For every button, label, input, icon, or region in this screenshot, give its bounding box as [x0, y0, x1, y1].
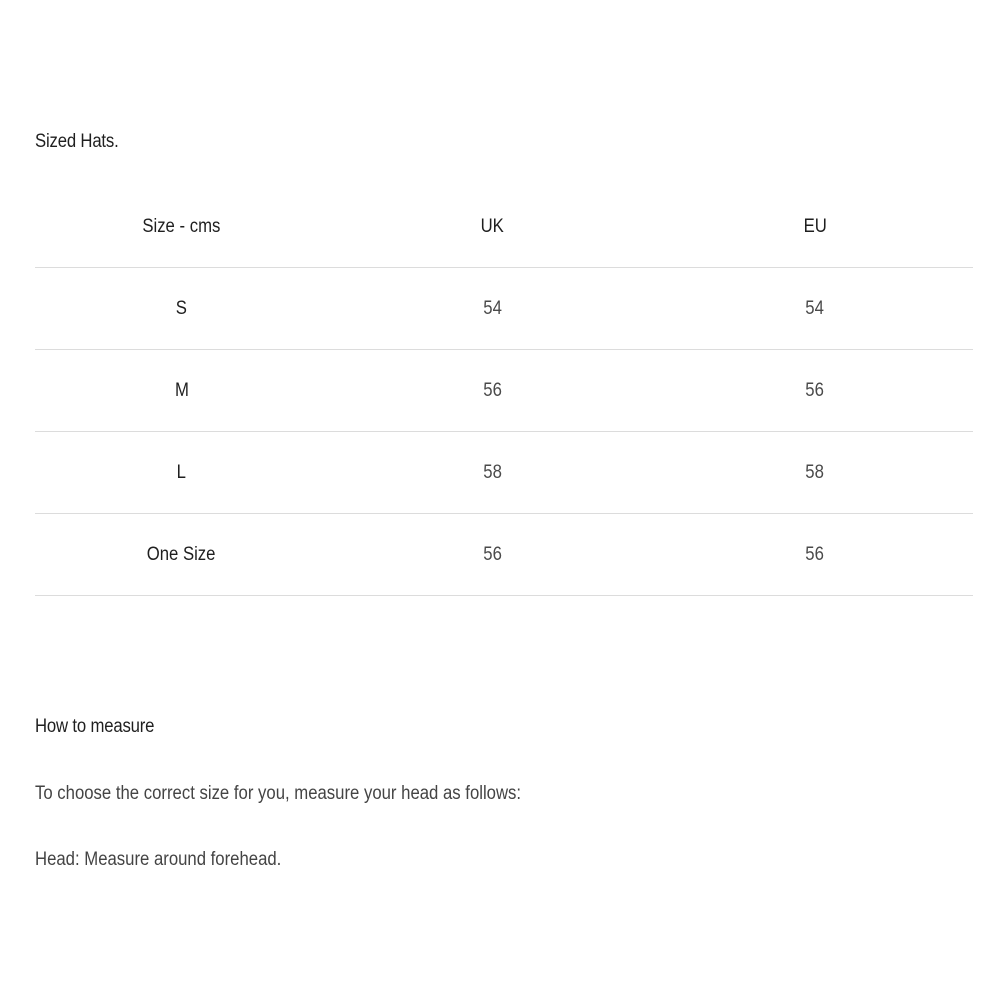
table-row	[35, 268, 973, 350]
column-header-size: Size - cms	[35, 186, 328, 268]
uk-cell: 56	[328, 514, 657, 596]
column-header-uk: UK	[328, 186, 657, 268]
size-cell: L	[35, 432, 328, 514]
eu-cell: 56	[657, 350, 973, 432]
uk-cell: 56	[328, 350, 657, 432]
measure-intro-text: To choose the correct size for you, measure your head as follows:	[35, 783, 522, 804]
sized-hats-title: Sized Hats.	[35, 131, 119, 152]
size-cell: S	[35, 268, 328, 350]
table-row	[35, 350, 973, 432]
table-row	[35, 514, 973, 596]
uk-cell: 54	[328, 268, 657, 350]
size-cell: M	[35, 350, 328, 432]
size-cell: One Size	[35, 514, 328, 596]
how-to-measure-title: How to measure	[35, 716, 155, 737]
table-row	[35, 432, 973, 514]
eu-cell: 54	[657, 268, 973, 350]
column-header-eu: EU	[657, 186, 973, 268]
eu-cell: 58	[657, 432, 973, 514]
uk-cell: 58	[328, 432, 657, 514]
size-chart-table	[35, 186, 973, 596]
head-measure-text: Head: Measure around forehead.	[35, 849, 282, 870]
table-header-row	[35, 186, 973, 268]
eu-cell: 56	[657, 514, 973, 596]
